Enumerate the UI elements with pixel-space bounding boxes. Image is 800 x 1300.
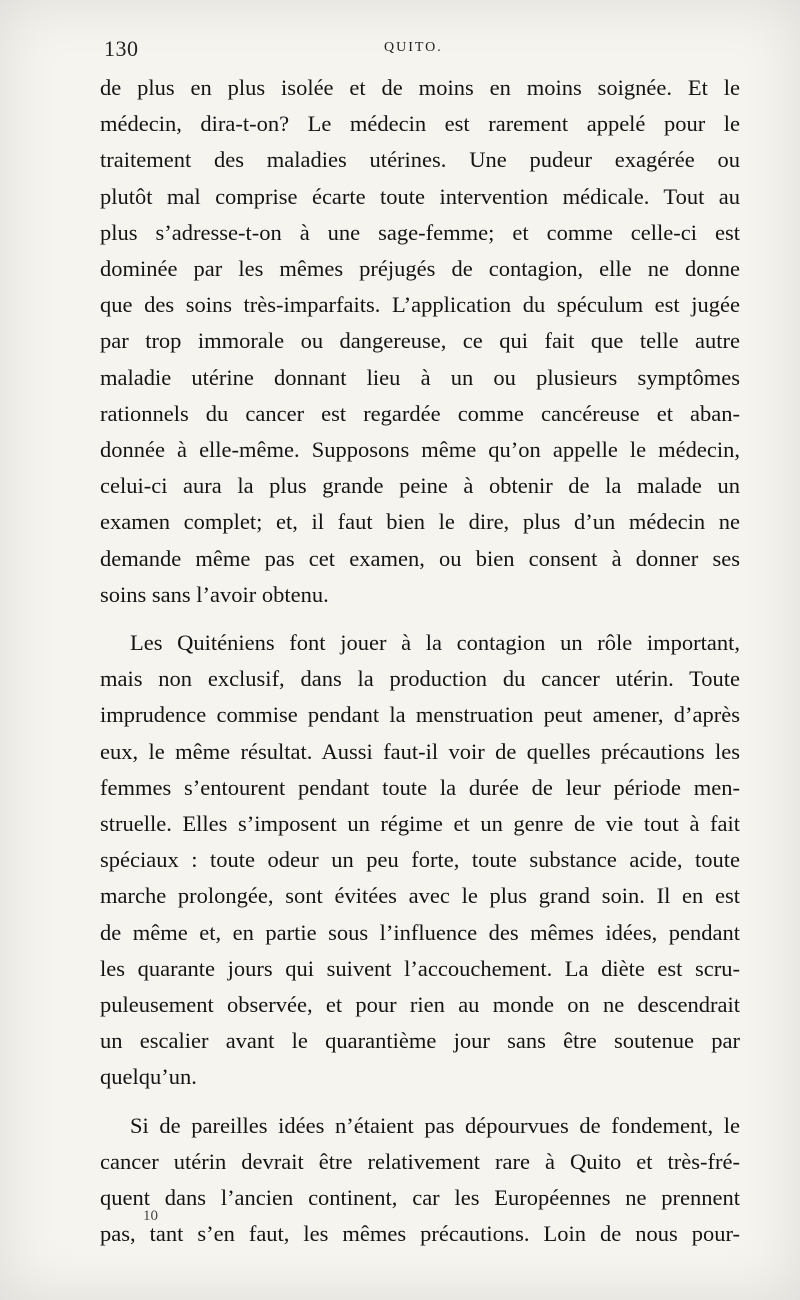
text-line: cancer utérin devrait être relativement rare à Quito et très-fré- [100, 1148, 740, 1174]
text-line: par trop immorale ou dangereuse, ce qui fait que telle autre [100, 328, 740, 354]
text-line: rationnels du cancer est regardée comme cancéreuse et aban- [100, 400, 740, 426]
text-line: que des soins très-imparfaits. L’application du spéculum est jugée [100, 292, 740, 318]
text-line: mais non exclusif, dans la production du cancer utérin. Toute [100, 666, 740, 692]
text-line: dominée par les mêmes préjugés de contagion, elle ne donne [100, 256, 740, 282]
text-line: les quarante jours qui suivent l’accouchement. La diète est scru- [100, 955, 740, 981]
page-number: 130 [104, 36, 139, 61]
text-line: soins sans l’avoir obtenu. [100, 581, 329, 607]
text-line: pas, tant s’en faut, les mêmes précautions. Loin de nous pour- [100, 1221, 740, 1247]
text-line: de plus en plus isolée et de moins en moins soignée. Et le [100, 75, 740, 100]
text-line: celui-ci aura la plus grande peine à obtenir de la malade un [100, 473, 740, 499]
text-line: traitement des maladies utérines. Une pudeur exagérée ou [100, 147, 740, 173]
paragraph-gap [100, 613, 740, 625]
text-line: médecin, dira-t-on? Le médecin est rarement appelé pour le [100, 111, 740, 137]
text-line: Si de pareilles idées n’étaient pas dépourvues de fondement, le [130, 1112, 740, 1138]
paragraph-2 [100, 625, 740, 1096]
body-text [100, 70, 740, 1253]
text-line: eux, le même résultat. Aussi faut-il voir de quelles précautions les [100, 738, 740, 764]
text-line: examen complet; et, il faut bien le dire, plus d’un médecin ne [100, 509, 740, 535]
text-line: Les Quiténiens font jouer à la contagion un rôle important, [130, 630, 740, 656]
text-line: maladie utérine donnant lieu à un ou plusieurs symptômes [100, 364, 740, 390]
text-line: quelqu’un. [100, 1064, 197, 1090]
text-line: demande même pas cet examen, ou bien consent à donner ses [100, 545, 740, 571]
signature-mark: 10 [143, 1208, 158, 1224]
running-head [104, 36, 740, 66]
text-line: struelle. Elles s’imposent un régime et un genre de vie tout à fait [100, 811, 740, 837]
paragraph-gap [100, 1096, 740, 1108]
text-line: un escalier avant le quarantième jour sans être soutenue par [100, 1028, 740, 1054]
running-title: QUITO. [384, 40, 443, 55]
paragraph-1 [100, 70, 740, 613]
text-line: puleusement observée, et pour rien au monde on ne descendrait [100, 992, 740, 1018]
text-line: marche prolongée, sont évitées avec le plus grand soin. Il en est [100, 883, 740, 909]
text-line: de même et, en partie sous l’influence des mêmes idées, pendant [100, 919, 740, 945]
text-line: plus s’adresse-t-on à une sage-femme; et comme celle-ci est [100, 219, 740, 245]
text-line: imprudence commise pendant la menstruation peut amener, d’après [100, 702, 740, 728]
text-line: spéciaux : toute odeur un peu forte, toute substance acide, toute [100, 847, 740, 873]
text-line: donnée à elle-même. Supposons même qu’on appelle le médecin, [100, 437, 740, 463]
text-line: femmes s’entourent pendant toute la durée de leur période men- [100, 774, 740, 800]
text-line: plutôt mal comprise écarte toute intervention médicale. Tout au [100, 183, 740, 209]
paragraph-3 [100, 1108, 740, 1253]
text-line: quent dans l’ancien continent, car les Européennes ne prennent [100, 1185, 740, 1211]
